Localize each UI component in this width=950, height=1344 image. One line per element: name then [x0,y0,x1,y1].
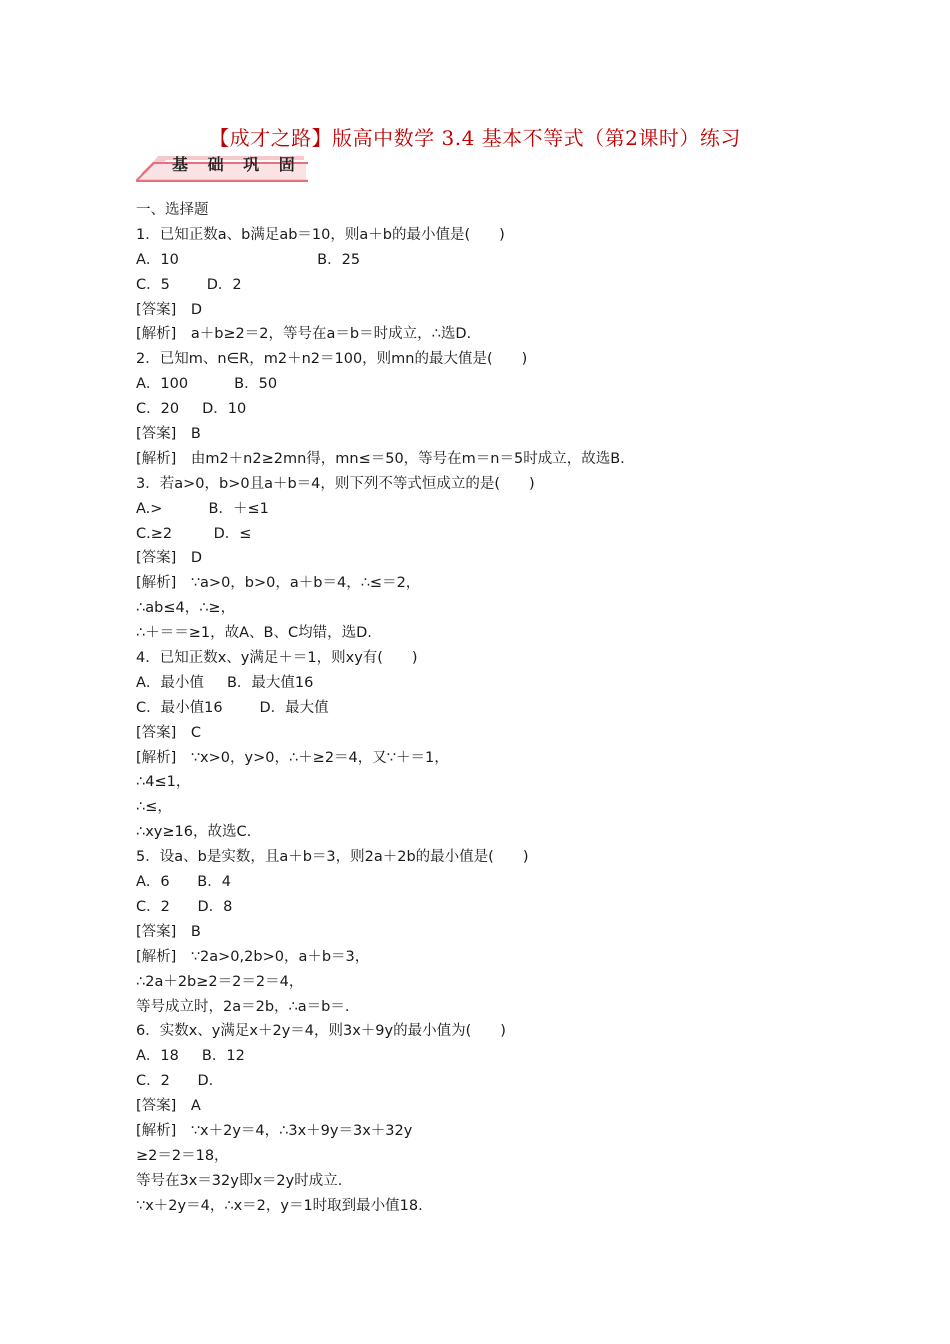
text-line: A．10 B．25 [136,251,361,268]
document-body [136,198,836,1219]
text-line: 一、选择题 [136,202,209,218]
document-title: 【成才之路】版高中数学 3.4 基本不等式（第2课时）练习 [209,126,741,150]
text-line: [解析] 由m2＋n2≥2mn得，mn≤＝50，等号在m＝n＝5时成立，故选B. [136,450,625,467]
text-line: C.≥2 D．≤ [136,525,252,542]
text-line: A．100 B．50 [136,376,278,393]
text-line: 4．已知正数x、y满足＋＝1，则xy有( ) [136,650,418,667]
text-line: 等号成立时，2a＝2b，∴a＝b＝. [136,998,350,1015]
text-line: ∴≤， [136,799,172,816]
section-banner [136,150,308,182]
banner-label: 基 础 巩 固 [172,155,302,174]
text-line: [答案] D [136,301,202,318]
text-line: [解析] a＋b≥2＝2，等号在a＝b＝时成立，∴选D. [136,326,472,343]
text-line: ∴xy≥16，故选C. [136,824,252,841]
text-line: 6．实数x、y满足x＋2y＝4，则3x＋9y的最小值为( ) [136,1023,506,1040]
text-line: [答案] B [136,426,201,443]
text-line: C．20 D．10 [136,401,247,418]
text-line: [解析] ∵a>0，b>0，a＋b＝4，∴≤＝2， [136,575,421,592]
text-line: 3．若a>0，b>0且a＋b＝4，则下列不等式恒成立的是( ) [136,475,535,492]
text-line: 1．已知正数a、b满足ab＝10，则a＋b的最小值是( ) [136,226,505,243]
text-line: 2．已知m、n∈R，m2＋n2＝100，则mn的最大值是( ) [136,351,528,368]
text-line: [答案] B [136,923,201,940]
text-line: [解析] ∵x＋2y＝4，∴3x＋9y＝3x＋32y [136,1122,413,1139]
text-line: C．2 D. [136,1073,214,1090]
text-line: ∴＋＝＝≥1，故A、B、C均错，选D. [136,625,372,642]
text-line: C．最小值16 D．最大值 [136,699,329,716]
text-line: [答案] D [136,550,202,567]
text-line: C．2 D．8 [136,898,233,915]
text-line: A．6 B．4 [136,874,231,891]
text-line: [答案] C [136,724,201,741]
text-line: A．最小值 B．最大值16 [136,674,314,691]
text-line: ∴2a＋2b≥2＝2＝2＝4， [136,973,304,990]
text-line: ∴4≤1， [136,774,191,791]
text-line: [答案] A [136,1098,201,1115]
text-line: A.> B．＋≤1 [136,500,269,517]
text-line: [解析] ∵2a>0,2b>0，a＋b＝3， [136,948,370,965]
text-line: ∴ab≤4，∴≥， [136,600,236,617]
text-line: 等号在3x＝32y即x＝2y时成立. [136,1172,343,1189]
text-line: ∵x＋2y＝4，∴x＝2，y＝1时取到最小值18. [136,1197,423,1214]
text-line: 5．设a、b是实数，且a＋b＝3，则2a＋2b的最小值是( ) [136,849,529,866]
text-line: [解析] ∵x>0，y>0，∴＋≥2＝4，又∵＋＝1， [136,749,449,766]
text-line: ≥2＝2＝18， [136,1147,229,1164]
text-line: A．18 B．12 [136,1048,245,1065]
text-line: C．5 D．2 [136,276,242,293]
